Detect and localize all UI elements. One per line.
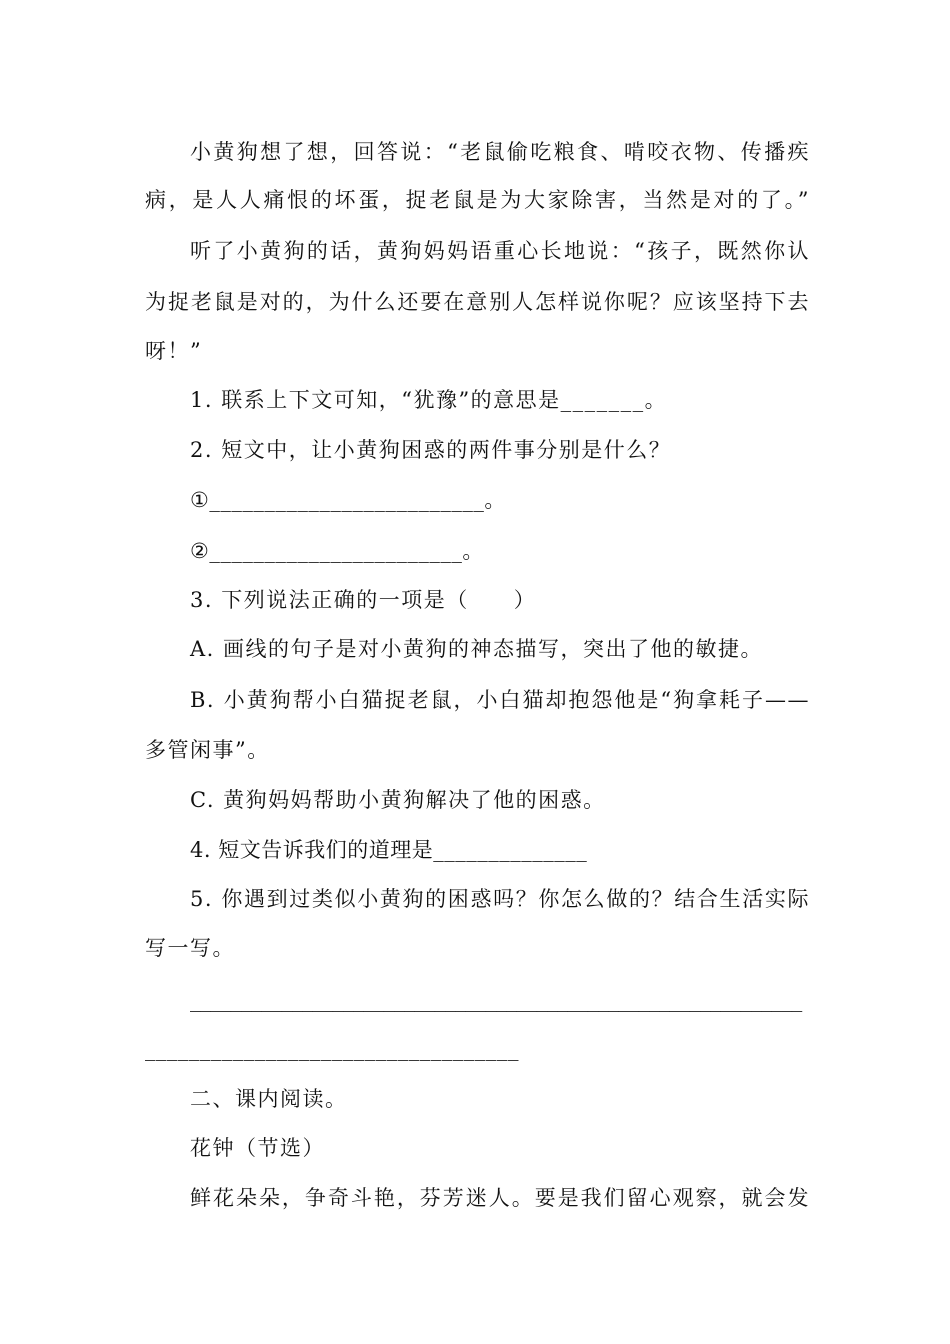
answer-line: ____________________________________________________________ xyxy=(190,988,803,1012)
passage-line: 鲜花朵朵，争奇斗艳，芬芳迷人。要是我们留心观察，就会发 xyxy=(190,1186,810,1210)
question-1: 1. 联系上下文可知，“犹豫”的意思是_______。 xyxy=(190,388,668,412)
paragraph-line: 为捉老鼠是对的，为什么还要在意别人怎样说你呢？应该坚持下去 xyxy=(145,290,810,314)
question-4: 4. 短文告诉我们的道理是______________ xyxy=(190,838,588,862)
question-3-option-b: B. 小黄狗帮小白猫捉老鼠，小白猫却抱怨他是“狗拿耗子—— xyxy=(190,688,810,712)
passage-title: 花钟（节选） xyxy=(190,1136,325,1160)
question-2-answer-2: ②_______________________。 xyxy=(190,539,484,563)
question-3: 3. 下列说法正确的一项是（ ） xyxy=(190,588,537,612)
paragraph-line: 呀！” xyxy=(145,339,203,363)
question-5: 5. 你遇到过类似小黄狗的困惑吗？你怎么做的？结合生活实际 xyxy=(190,887,810,911)
question-2: 2. 短文中，让小黄狗困惑的两件事分别是什么？ xyxy=(190,438,672,462)
question-3-option-c: C. 黄狗妈妈帮助小黄狗解决了他的困惑。 xyxy=(190,788,606,812)
question-3-option-b-cont: 多管闲事”。 xyxy=(145,738,270,762)
paragraph-line: 病，是人人痛恨的坏蛋，捉老鼠是为大家除害，当然是对的了。” xyxy=(145,188,810,212)
question-5-cont: 写一写。 xyxy=(145,936,235,960)
question-2-answer-1: ①_________________________。 xyxy=(190,488,506,512)
section-heading: 二、课内阅读。 xyxy=(190,1087,348,1111)
paragraph-line: 小黄狗想了想，回答说：“老鼠偷吃粮食、啃咬衣物、传播疾 xyxy=(190,140,810,164)
question-3-option-a: A. 画线的句子是对小黄狗的神态描写，突出了他的敏捷。 xyxy=(190,637,764,661)
answer-line: __________________________________ xyxy=(145,1037,519,1061)
paragraph-line: 听了小黄狗的话，黄狗妈妈语重心长地说：“孩子，既然你认 xyxy=(190,239,810,263)
